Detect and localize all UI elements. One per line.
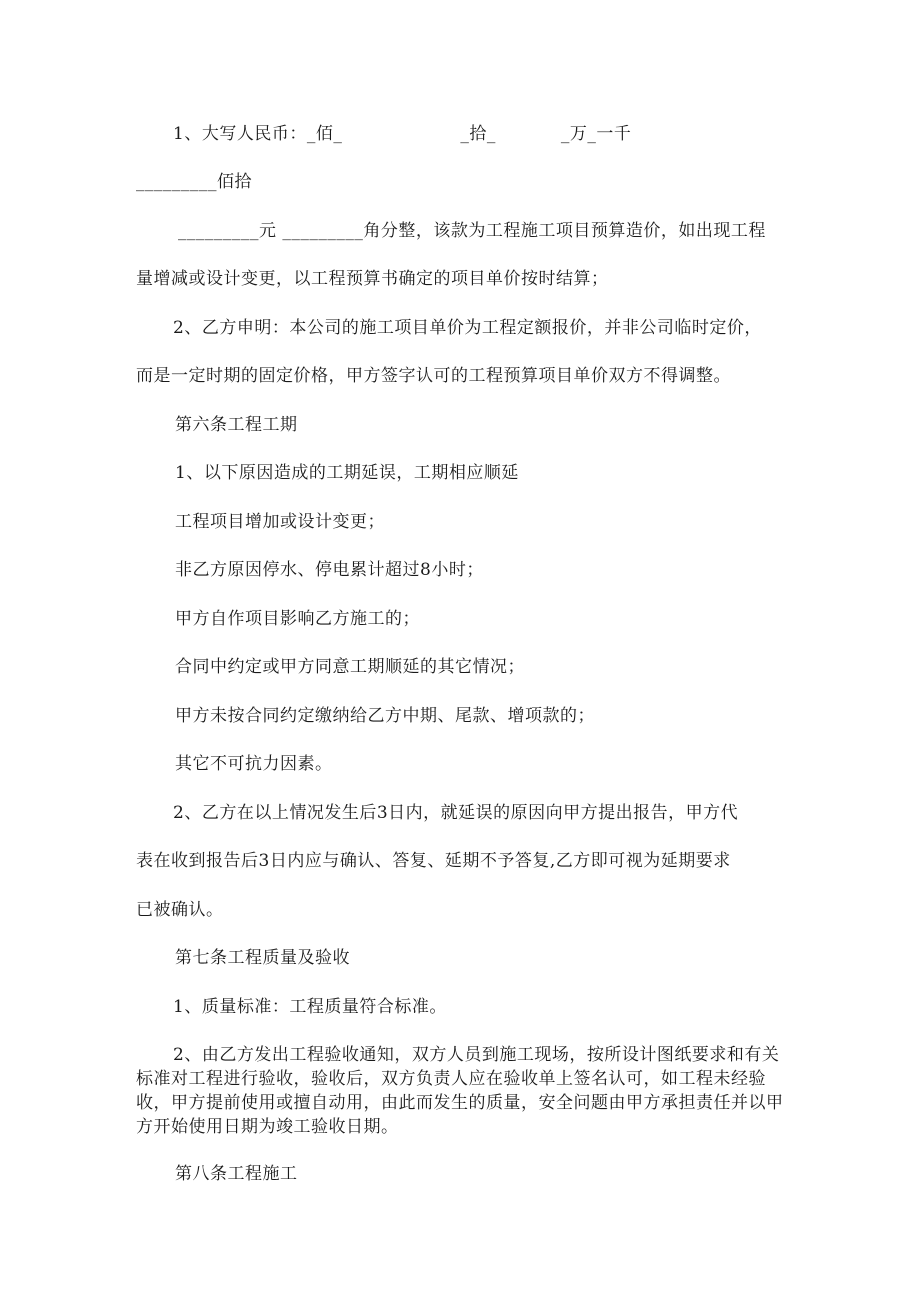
article-6-reason-b: 非乙方原因停水、停电累计超过8小时； (175, 560, 484, 580)
article-6-item-2-line-2: 表在收到报告后3日内应与确认、答复、延期不予答复,乙方即可视为延期要求 (136, 851, 731, 871)
article-6-reason-a: 工程项目增加或设计变更； (175, 512, 385, 532)
yuan-continuation-line: 量增减或设计变更，以工程预算书确定的项目单价按时结算； (136, 269, 609, 289)
amount-in-words-line: 1、大写人民币：_佰_ _拾_ _万_一千 (173, 124, 632, 144)
hundreds-line: _________佰拾 (136, 172, 252, 192)
article-6-item-2-line-1: 2、乙方在以上情况发生后3日内，就延误的原因向甲方提出报告，甲方代 (173, 803, 739, 823)
article-8-heading: 第八条工程施工 (175, 1164, 298, 1184)
article-7-item-1: 1、质量标准：工程质量符合标准。 (173, 997, 447, 1017)
declaration-line-2: 而是一定时期的固定价格，甲方签字认可的工程预算项目单价双方不得调整。 (136, 366, 731, 386)
declaration-line-1: 2、乙方申明：本公司的施工项目单价为工程定额报价，并非公司临时定价， (173, 318, 762, 338)
yuan-line: _________元 _________角分整，该款为工程施工项目预算造价，如出现工程 (178, 221, 766, 241)
article-6-reason-f: 其它不可抗力因素。 (175, 754, 333, 774)
article-6-reason-e: 甲方未按合同约定缴纳给乙方中期、尾款、增项款的； (175, 706, 595, 726)
article-6-item-1: 1、以下原因造成的工期延误，工期相应顺延 (175, 463, 519, 483)
article-6-reason-d: 合同中约定或甲方同意工期顺延的其它情况； (175, 657, 525, 677)
article-7-heading: 第七条工程质量及验收 (175, 948, 350, 968)
article-6-item-2-line-3: 已被确认。 (136, 900, 224, 920)
article-6-heading: 第六条工程工期 (175, 415, 298, 435)
article-6-reason-c: 甲方自作项目影响乙方施工的； (175, 609, 420, 629)
article-7-item-2: 2、由乙方发出工程验收通知，双方人员到施工现场，按所设计图纸要求和有关标准对工程进行验收，验收后，双方负责人应在验收单上签名认可，如工程未经验收，甲方提前使用或擅自动用，由此而发生的质量，安全问题由甲方承担责任并以甲方开始使用日期为竣工验收日期。 (136, 1045, 784, 1137)
